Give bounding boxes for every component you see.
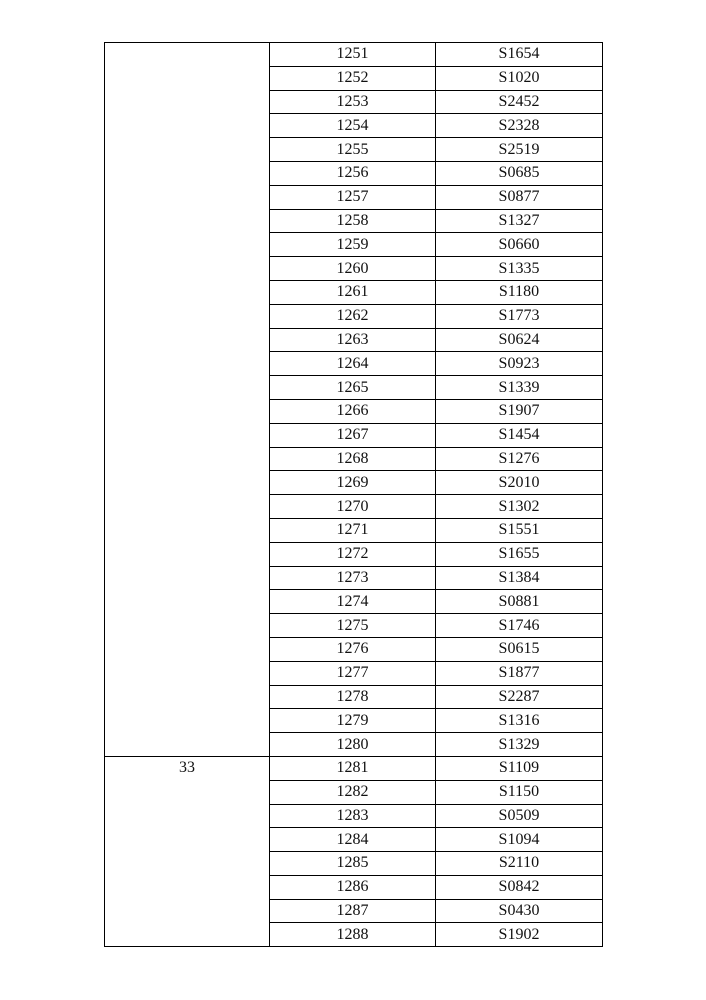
code-cell: S1329 (436, 733, 603, 757)
code-cell: S1335 (436, 257, 603, 281)
number-cell: 1277 (270, 661, 436, 685)
number-cell: 1287 (270, 899, 436, 923)
number-cell: 1267 (270, 423, 436, 447)
number-cell: 1278 (270, 685, 436, 709)
code-cell: S0842 (436, 875, 603, 899)
code-cell: S1655 (436, 542, 603, 566)
number-cell: 1274 (270, 590, 436, 614)
number-cell: 1286 (270, 875, 436, 899)
code-cell: S2519 (436, 138, 603, 162)
number-cell: 1270 (270, 495, 436, 519)
number-cell: 1273 (270, 566, 436, 590)
code-cell: S1654 (436, 43, 603, 67)
code-cell: S1384 (436, 566, 603, 590)
number-cell: 1279 (270, 709, 436, 733)
number-cell: 1285 (270, 852, 436, 876)
number-cell: 1265 (270, 376, 436, 400)
number-cell: 1266 (270, 399, 436, 423)
code-cell: S1150 (436, 780, 603, 804)
number-cell: 1257 (270, 185, 436, 209)
number-cell: 1264 (270, 352, 436, 376)
number-cell: 1272 (270, 542, 436, 566)
code-cell: S2110 (436, 852, 603, 876)
group-label-cell (105, 43, 270, 757)
number-cell: 1255 (270, 138, 436, 162)
code-cell: S1094 (436, 828, 603, 852)
number-cell: 1261 (270, 280, 436, 304)
number-cell: 1253 (270, 90, 436, 114)
code-cell: S1902 (436, 923, 603, 947)
code-cell: S1020 (436, 66, 603, 90)
number-cell: 1271 (270, 518, 436, 542)
table-row (105, 43, 603, 67)
code-cell: S1276 (436, 447, 603, 471)
code-cell: S1773 (436, 304, 603, 328)
number-cell: 1275 (270, 614, 436, 638)
number-cell: 1268 (270, 447, 436, 471)
code-cell: S0923 (436, 352, 603, 376)
data-table (104, 42, 603, 947)
code-cell: S0877 (436, 185, 603, 209)
number-cell: 1280 (270, 733, 436, 757)
number-cell: 1256 (270, 161, 436, 185)
code-cell: S1877 (436, 661, 603, 685)
code-cell: S1302 (436, 495, 603, 519)
code-cell: S1339 (436, 376, 603, 400)
number-cell: 1282 (270, 780, 436, 804)
number-cell: 1281 (270, 756, 436, 780)
code-cell: S0509 (436, 804, 603, 828)
code-cell: S1180 (436, 280, 603, 304)
number-cell: 1251 (270, 43, 436, 67)
number-cell: 1254 (270, 114, 436, 138)
code-cell: S2452 (436, 90, 603, 114)
code-cell: S1327 (436, 209, 603, 233)
group-label-cell: 33 (105, 756, 270, 946)
table-row (105, 756, 603, 780)
code-cell: S2287 (436, 685, 603, 709)
number-cell: 1284 (270, 828, 436, 852)
code-cell: S1316 (436, 709, 603, 733)
number-cell: 1269 (270, 471, 436, 495)
code-cell: S0685 (436, 161, 603, 185)
code-cell: S0615 (436, 637, 603, 661)
code-cell: S2328 (436, 114, 603, 138)
number-cell: 1258 (270, 209, 436, 233)
number-cell: 1276 (270, 637, 436, 661)
number-cell: 1260 (270, 257, 436, 281)
number-cell: 1283 (270, 804, 436, 828)
number-cell: 1288 (270, 923, 436, 947)
code-cell: S1454 (436, 423, 603, 447)
code-cell: S0624 (436, 328, 603, 352)
number-cell: 1252 (270, 66, 436, 90)
code-cell: S1746 (436, 614, 603, 638)
code-cell: S1551 (436, 518, 603, 542)
code-cell: S1109 (436, 756, 603, 780)
code-cell: S0881 (436, 590, 603, 614)
code-cell: S0430 (436, 899, 603, 923)
number-cell: 1259 (270, 233, 436, 257)
code-cell: S2010 (436, 471, 603, 495)
number-cell: 1262 (270, 304, 436, 328)
code-cell: S1907 (436, 399, 603, 423)
table-body (105, 43, 603, 947)
number-cell: 1263 (270, 328, 436, 352)
code-cell: S0660 (436, 233, 603, 257)
